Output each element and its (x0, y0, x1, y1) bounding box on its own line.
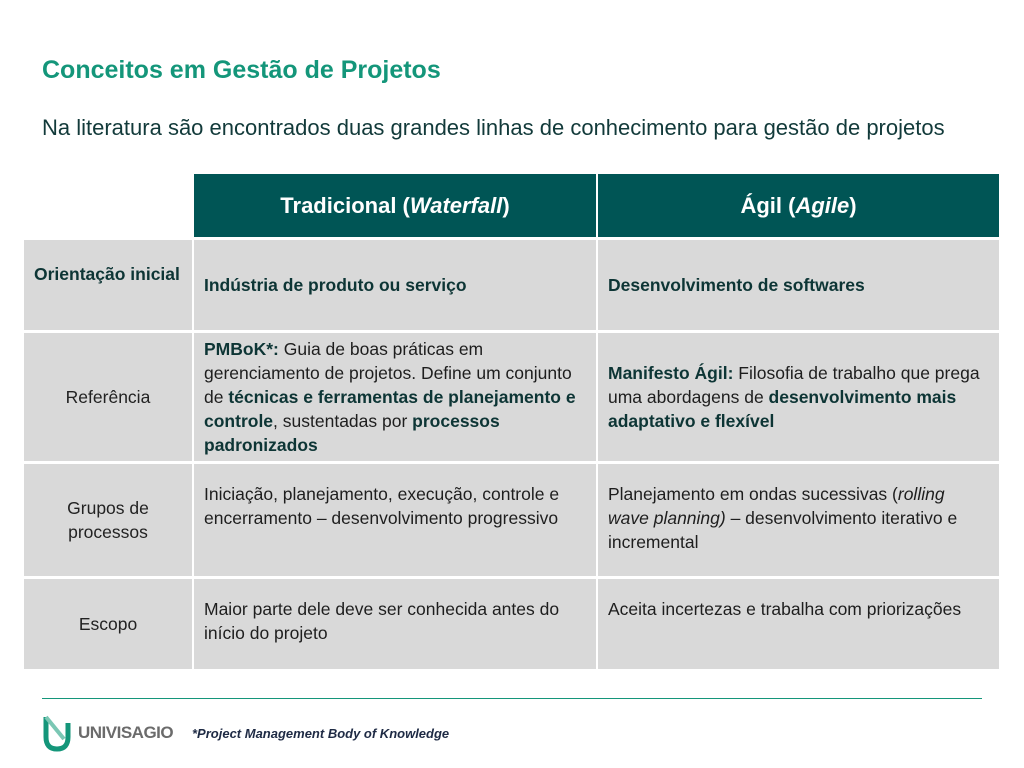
univisagio-logo (42, 713, 173, 753)
intro-text: Na literatura são encontrados duas grandes linhas de conhecimento para gestão de projetos (42, 115, 945, 140)
header-agil: Ágil ( Agile ) (598, 174, 999, 237)
row-label-grupos: Grupos de processos (24, 464, 192, 576)
footnote: *Project Management Body of Knowledge (192, 726, 450, 741)
cell-grupos-tradicional: Iniciação, planejamento, execução, controle e encerramento – desenvolvimento progressivo (194, 464, 596, 576)
row-label-escopo: Escopo (24, 579, 192, 669)
cell-grupos-agil: Planejamento em ondas sucessivas (rolling wave planning) – desenvolvimento iterativo e incremental (598, 464, 999, 576)
cell-referencia-agil: Manifesto Ágil: Filosofia de trabalho que prega uma abordagens de desenvolvimento mais adaptativo e flexível (598, 333, 999, 461)
logo-mark-icon (42, 713, 72, 753)
row-label-referencia: Referência (24, 333, 192, 461)
table-corner (24, 174, 192, 237)
comparison-table (24, 174, 999, 669)
cell-orientacao-agil: Desenvolvimento de softwares (598, 240, 999, 330)
cell-orientacao-tradicional: Indústria de produto ou serviço (194, 240, 596, 330)
cell-escopo-tradicional: Maior parte dele deve ser conhecida antes do início do projeto (194, 579, 596, 669)
footer-divider (42, 698, 982, 699)
logo-text: UNIVISAGIO (78, 723, 174, 742)
cell-referencia-tradicional: PMBoK*: Guia de boas práticas em gerenciamento de projetos. Define um conjunto de técnicas e ferramentas de planejamento e controle, sustentadas por processos padronizados (194, 333, 596, 461)
slide-title: Conceitos em Gestão de Projetos (42, 56, 441, 84)
cell-escopo-agil: Aceita incertezas e trabalha com priorizações (598, 579, 999, 669)
header-tradicional: Tradicional ( Waterfall ) (194, 174, 596, 237)
row-label-orientacao: Orientação inicial (24, 240, 192, 330)
